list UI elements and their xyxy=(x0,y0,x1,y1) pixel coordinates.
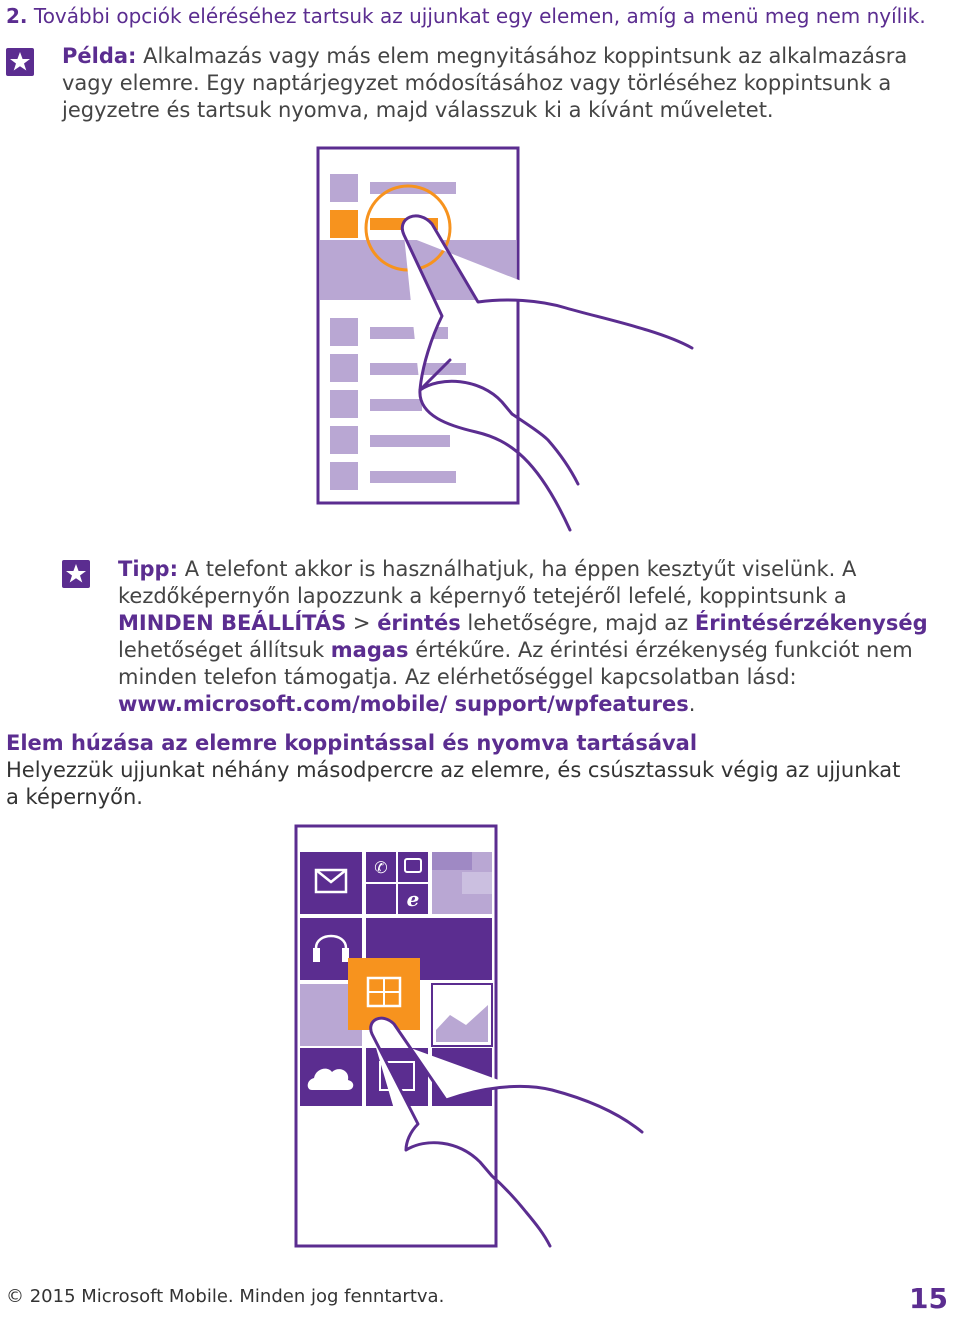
phone-list-illustration xyxy=(300,140,720,540)
setting-all-settings: MINDEN BEÁLLÍTÁS xyxy=(118,611,347,635)
step-text xyxy=(6,4,926,28)
step-description: További opciók eléréséhez tartsuk az ujjunkat egy elemen, amíg a menü meg nem nyílik. xyxy=(33,4,926,28)
tip-paragraph xyxy=(118,556,944,718)
tip-end: . xyxy=(688,692,696,716)
copyright-footer: © 2015 Microsoft Mobile. Minden jog fenntartva. xyxy=(6,1286,445,1307)
tip-text-4: lehetőséget állítsuk xyxy=(118,638,325,662)
example-paragraph xyxy=(62,43,952,124)
tip-text-1: A telefont akkor is használhatjuk, ha éppen kesztyűt viselünk. A kezdőképernyőn lapozzunk a képernyő tetejéről lefelé, koppintsunk a xyxy=(118,557,857,608)
people-tile xyxy=(366,884,396,914)
selected-item-icon xyxy=(330,210,358,238)
step-number: 2. xyxy=(6,4,28,28)
support-link[interactable]: www.microsoft.com/mobile/ support/wpfeatures xyxy=(118,692,689,716)
tip-text-5: értékűre. Az érintési érzékenység funkciót nem minden telefon támogatja. Az elérhetőséggel kapcsolatban lásd: xyxy=(118,638,913,689)
setting-value-high: magas xyxy=(330,638,409,662)
ie-icon: e xyxy=(406,887,420,911)
section-body: Helyezzük ujjunkat néhány másodpercre az elemre, és csúsztassuk végig az ujjunkat a képernyőn. xyxy=(6,758,901,809)
star-icon xyxy=(62,560,90,588)
section-heading: Elem húzása az elemre koppintással és nyomva tartásával xyxy=(6,731,698,755)
start-screen-illustration xyxy=(290,820,670,1260)
example-label: Példa: xyxy=(62,44,137,68)
example-text: Alkalmazás vagy más elem megnyitásához koppintsunk az alkalmazásra vagy elemre. Egy naptárjegyzet módosításához vagy törléséhez koppintsunk a jegyzetre és tartsuk nyomva, majd válasszuk ki a kívánt műveletet. xyxy=(62,44,908,122)
setting-touch-sensitivity: Érintésérzékenység xyxy=(694,611,928,635)
star-icon xyxy=(6,48,34,76)
tip-separator: > xyxy=(352,611,371,635)
phone-icon: ✆ xyxy=(374,858,388,877)
setting-touch: érintés xyxy=(377,611,461,635)
tip-label: Tipp: xyxy=(118,557,178,581)
tip-text-3: lehetőségre, majd az xyxy=(467,611,689,635)
messaging-tile xyxy=(398,852,428,882)
page-number: 15 xyxy=(909,1282,948,1315)
